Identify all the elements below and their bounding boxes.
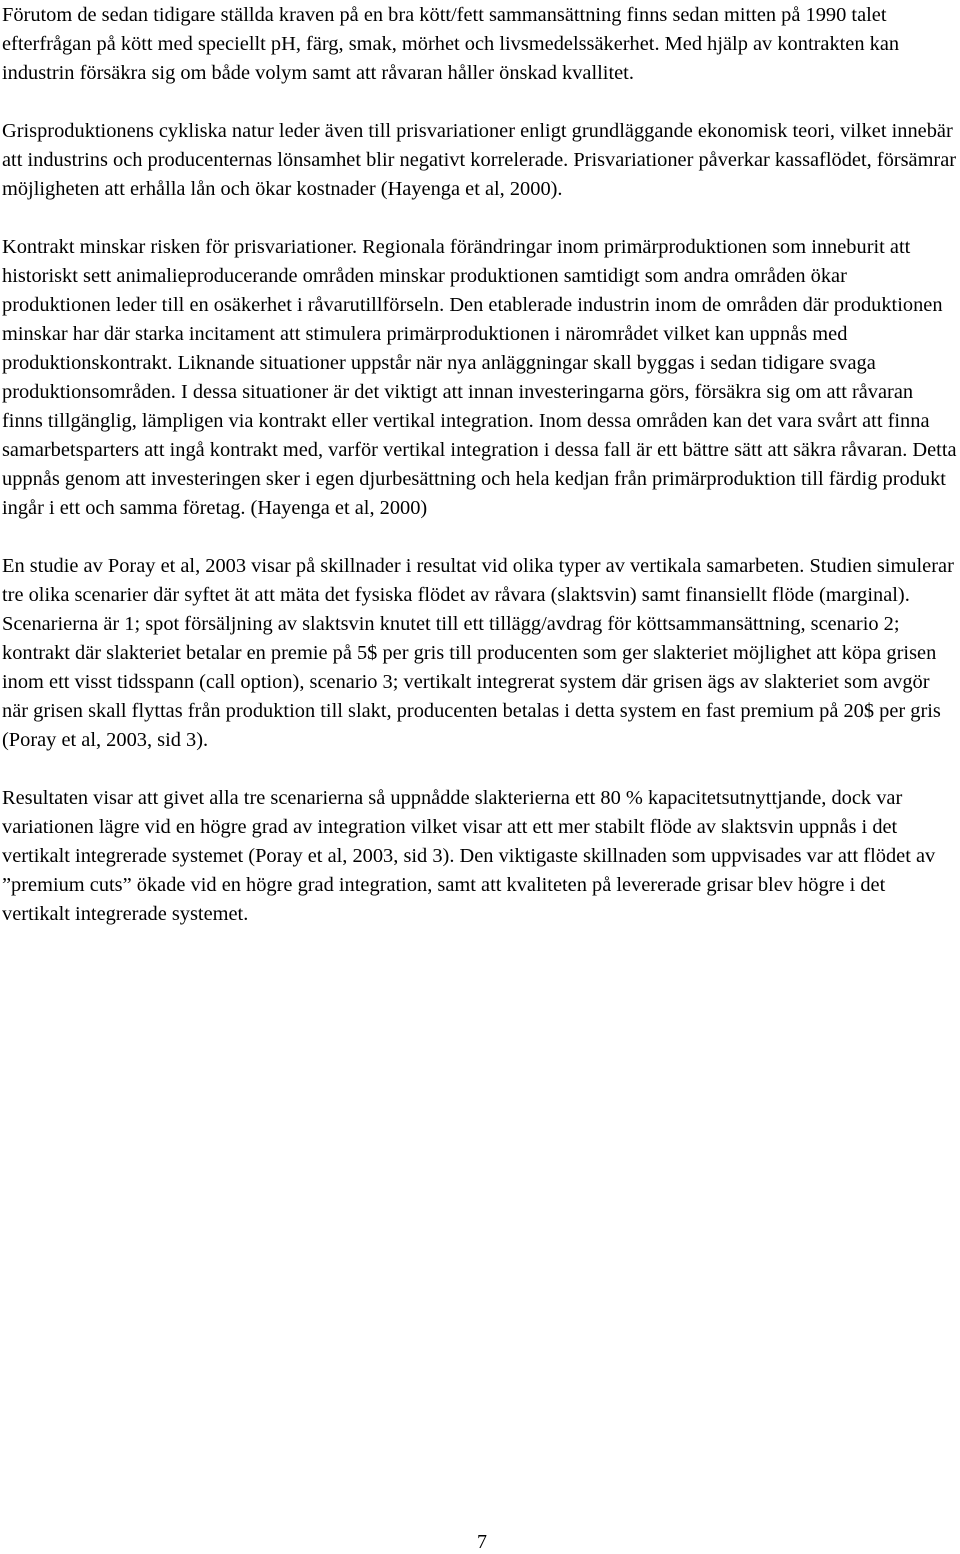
page-number: 7: [477, 1531, 487, 1553]
document-page: [2, 0, 958, 1552]
page-body: [2, 1, 958, 929]
paragraph-price-variations: Grisproduktionens cykliska natur leder även till prisvariationer enligt grundläggande ekonomisk teori, vilket innebär att industrins och producenternas lönsamhet blir negativt korrelerade. Prisvariationer påverkar kassaflödet, försämrar möjligheten att erhålla lån och ökar kostnader (Hayenga et al, 2000).: [2, 120, 957, 200]
paragraph-contracts-risk: Kontrakt minskar risken för prisvariationer. Regionala förändringar inom primärproduktionen som inneburit att historiskt sett animalieproducerande områden minskar produktionen samtidigt som andra områden ökar produktionen leder till en osäkerhet i råvarutillförseln. Den etablerade industrin inom de områden där produktionen minskar har där starka incitament att stimulera primärproduktionen i närområdet vilket kan uppnås med produktionskontrakt. Liknande situationer uppstår när nya anläggningar skall byggas i sedan tidigare svaga produktionsområden. I dessa situationer är det viktigt att innan investeringarna görs, försäkra sig om att råvaran finns tillgänglig, lämpligen via kontrakt eller vertikal integration. Inom dessa områden kan det vara svårt att finna samarbetsparters att ingå kontrakt med, varför vertikal integration i dessa fall är ett bättre sätt att säkra råvaran. Detta uppnås genom att investeringen sker i egen djurbesättning och hela kedjan från primärproduktion till färdig produkt ingår i ett och samma företag. (Hayenga et al, 2000): [2, 236, 957, 519]
paragraph-meat-requirements: Förutom de sedan tidigare ställda kraven på en bra kött/fett sammansättning finns sedan mitten på 1990 talet efterfrågan på kött med speciellt pH, färg, smak, mörhet och livsmedelssäkerhet. Med hjälp av kontrakten kan industrin försäkra sig om både volym samt att råvaran håller önskad kvallitet.: [2, 4, 900, 84]
paragraph-poray-study: En studie av Poray et al, 2003 visar på skillnader i resultat vid olika typer av vertikala samarbeten. Studien simulerar tre olika scenarier där syftet ät att mäta det fysiska flödet av råvara (slaktsvin) samt finansiellt flöde (marginal). Scenarierna är 1; spot försäljning av slaktsvin knutet till ett tillägg/avdrag för köttsammansättning, scenario 2; kontrakt där slakteriet betalar en premie på 5$ per gris till producenten som ger slakteriet möjlighet att köpa grisen inom ett visst tidsspann (call option), scenario 3; vertikalt integrerat system där grisen ägs av slakteriet som avgör när grisen skall flyttas från produktion till slakt, producenten betalas i detta system en fast premium på 20$ per gris (Poray et al, 2003, sid 3).: [2, 555, 954, 751]
paragraph-results: Resultaten visar att givet alla tre scenarierna så uppnådde slakterierna ett 80 % kapacitetsutnyttjande, dock var variationen lägre vid en högre grad av integration vilket visar att ett mer stabilt flöde av slaktsvin uppnås i det vertikalt integrerade systemet (Poray et al, 2003, sid 3). Den viktigaste skillnaden som uppvisades var att flödet av ”premium cuts” ökade vid en högre grad integration, samt att kvaliteten på levererade grisar blev högre i det vertikalt integrerade systemet.: [2, 787, 936, 925]
